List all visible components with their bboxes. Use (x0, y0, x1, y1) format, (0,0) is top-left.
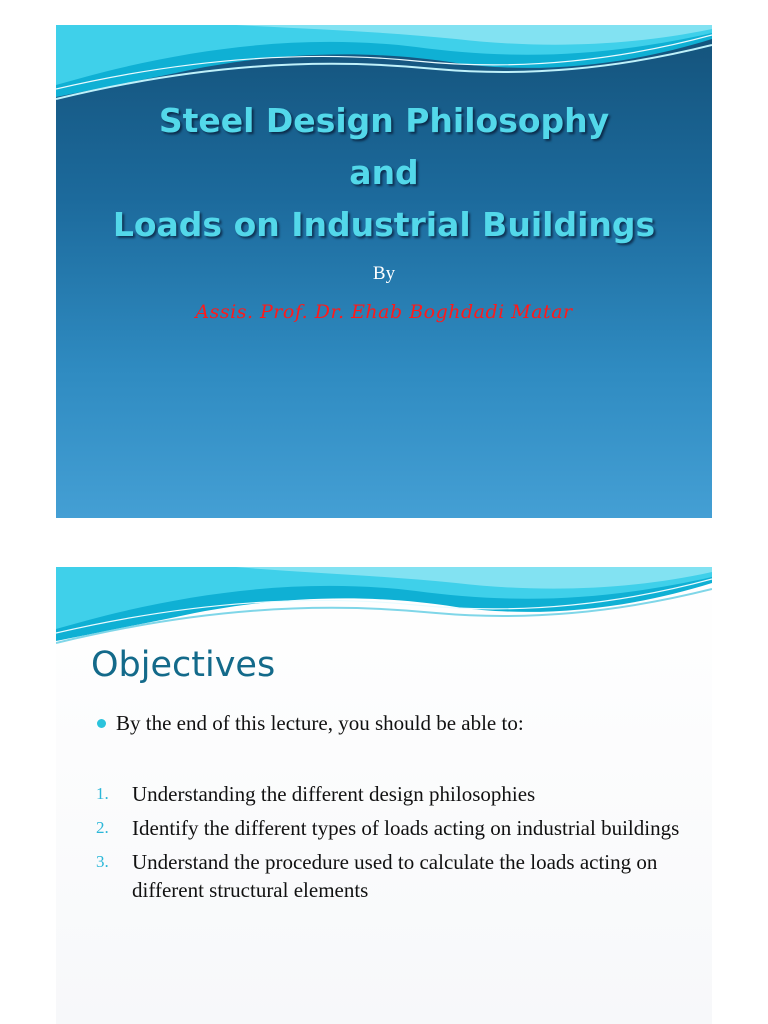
list-item (96, 814, 686, 842)
list-item (96, 848, 686, 904)
list-item (96, 780, 686, 808)
list-text: Understanding the different design philosophies (132, 782, 536, 806)
objectives-slide (56, 567, 712, 1024)
by-label: By (372, 263, 396, 284)
list-text: Identify the different types of loads acting on industrial buildings (132, 816, 680, 840)
bullet-text: By the end of this lecture, you should be able to: (116, 711, 524, 735)
bullet-item (97, 711, 524, 736)
title-slide (56, 25, 712, 518)
objectives-title: Objectives (91, 645, 276, 685)
author-name: Assis. Prof. Dr. Ehab Boghdadi Matar (195, 301, 573, 323)
title-line-2: and (349, 153, 419, 192)
list-text: Understand the procedure used to calculate the loads acting on different structural elements (132, 850, 658, 902)
list-number: 1. (96, 784, 109, 803)
objectives-list (96, 780, 686, 910)
wave-decoration (56, 25, 712, 105)
list-number: 2. (96, 818, 109, 837)
slide-title (56, 95, 712, 251)
wave-decoration (56, 567, 712, 647)
list-number: 3. (96, 852, 109, 871)
bullet-dot-icon (97, 719, 106, 728)
title-line-1: Steel Design Philosophy (158, 101, 610, 140)
title-line-3: Loads on Industrial Buildings (112, 205, 656, 244)
